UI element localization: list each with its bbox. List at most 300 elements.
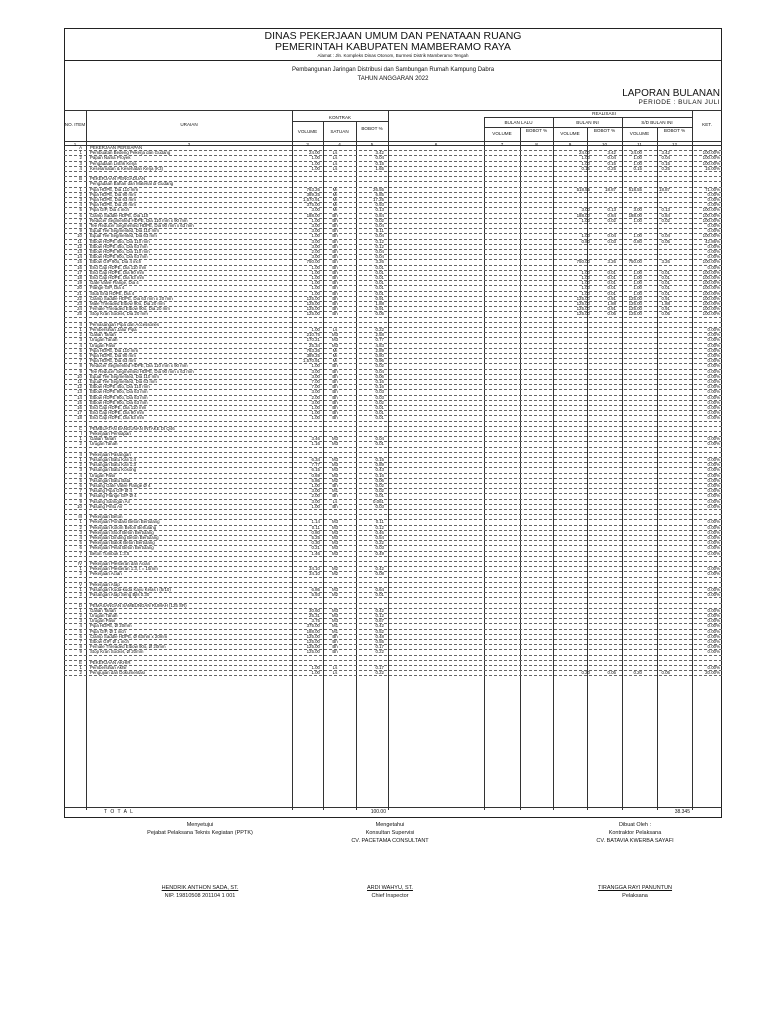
cell-k: 0.00%: [707, 197, 720, 202]
cell-k: 0.00%: [707, 587, 720, 592]
cell-v2: 125.00: [576, 295, 590, 301]
cell-b: 0.01: [375, 410, 384, 416]
header-ket: KET.: [702, 122, 712, 127]
sig-right-role2: Kontraktor Pelaksana: [608, 830, 662, 836]
cell-ur: Elbow HDPE 45o, Dia 110 mm: [90, 384, 150, 390]
cell-k: 0.00%: [707, 623, 720, 629]
cell-ur: Clamp Saddle HDPE, Dia 63 mm x 20 mm: [90, 295, 173, 301]
cell-b3: 0.02: [661, 217, 670, 223]
cell-b: 0.03: [375, 394, 384, 400]
cell-s: Ls: [332, 670, 338, 676]
cell-v: 375.00: [306, 623, 320, 629]
cell-no: III: [78, 514, 82, 520]
cell-s: Bh: [332, 280, 338, 286]
column-number: 9: [568, 142, 572, 147]
cell-v3: 0.15: [633, 165, 642, 171]
cell-s: Bh: [332, 368, 338, 374]
cell-v: 188.00: [306, 628, 320, 634]
cell-b3: 0.01: [661, 290, 670, 296]
cell-v2: 0.15: [581, 165, 590, 171]
cell-ur: Pipa GIP, Ø 1 inch: [90, 628, 126, 634]
cell-b3: 3.42: [661, 150, 670, 156]
cell-no: IV: [77, 561, 82, 566]
cell-ur: Urugan Pasir: [90, 618, 116, 624]
total-row: [64, 808, 722, 816]
cell-v: 6.15: [311, 467, 320, 473]
cell-k: 0.00%: [707, 353, 720, 358]
cell-no: A: [79, 145, 82, 150]
cell-no: 1: [79, 457, 82, 462]
cell-ur: Pipa HDPE, Dia 90 mm: [90, 353, 136, 358]
header-no: NO. ITEM: [64, 122, 86, 127]
cell-v3: 24.00: [631, 150, 642, 156]
cell-b: 0.12: [375, 524, 384, 530]
cell-ur: Reducer Segmented HDPE, Dia 110 mm x 90 mm: [90, 217, 188, 223]
cell-b: 0.01: [375, 415, 384, 421]
header-volume: VOLUME: [297, 129, 318, 134]
cell-no: 6: [79, 545, 82, 551]
cell-k: 20.00%: [705, 670, 720, 676]
cell-b3: 0.01: [661, 269, 670, 275]
cell-v: 389.25: [306, 353, 320, 358]
cell-ur: Pekerjaan Plesteran 1:3, t = 15mm: [90, 566, 158, 572]
cell-no: 2: [79, 592, 82, 598]
cell-k: 100.00%: [702, 150, 720, 156]
cell-s: M3: [331, 535, 339, 540]
cell-b: 0.01: [375, 493, 384, 499]
cell-b3: 0.91: [661, 306, 670, 312]
header-bulan-ini: BULAN INI: [576, 120, 599, 125]
cell-v3: 188.00: [628, 212, 642, 218]
cell-b: 0.15: [375, 457, 384, 462]
cell-v2: 1.00: [581, 160, 590, 166]
cell-b: 0.84: [375, 212, 384, 218]
cell-v3: 125.00: [628, 301, 642, 306]
cell-ur: Elbow HDPE 90o, Dia 110 mm: [90, 249, 150, 254]
cell-b2: 0.01: [607, 269, 616, 275]
cell-k: 0.00%: [707, 665, 720, 670]
cell-no: II: [79, 451, 82, 457]
cell-no: II: [79, 321, 82, 327]
cell-b: 1.88: [375, 301, 384, 306]
cell-k: 0.00%: [707, 618, 720, 624]
cell-ur: Pekerjaan Balok Beton Bertulang: [90, 540, 155, 546]
cell-b: 0.91: [375, 306, 384, 312]
cell-s: M3: [331, 519, 339, 525]
cell-ur: Pekerjaan Kolom Beton Bertulang: [90, 524, 157, 530]
cell-no: 6: [79, 212, 82, 218]
cell-k: 0.00%: [707, 529, 720, 535]
cell-no: 18: [77, 275, 82, 280]
cell-k: 0.00%: [707, 264, 720, 270]
cell-s: Bh: [332, 259, 338, 265]
cell-s: Bh: [332, 389, 338, 395]
cell-v2: 1.00: [581, 275, 590, 280]
cell-no: 17: [77, 269, 82, 275]
cell-v: 1.00: [311, 410, 320, 416]
cell-b2: 0.04: [607, 233, 616, 239]
cell-b2: 18.87: [605, 186, 616, 192]
cell-k: 0.00%: [707, 389, 720, 395]
cell-s: Bh: [332, 212, 338, 218]
cell-v2: 125.00: [576, 311, 590, 317]
cell-s: M3: [331, 467, 339, 473]
cell-b: 0.02: [375, 488, 384, 494]
cell-no: 2: [79, 613, 82, 618]
header-divider: [64, 60, 722, 61]
cell-v: 34.10: [309, 571, 320, 577]
cell-v3: 0.20: [633, 670, 642, 676]
cell-ur: Pipa HDPE, Dia 90 mm: [90, 191, 136, 197]
cell-b: 0.01: [375, 592, 384, 598]
cell-v3: 125.00: [628, 311, 642, 317]
cell-ur: Pasangan Atap Seng Bjls 0.30: [90, 592, 150, 598]
cell-b: 0.64: [375, 587, 384, 592]
cell-s: Mi: [332, 202, 338, 208]
cell-k: 0.00%: [707, 483, 720, 488]
cell-v: 7.00: [311, 384, 320, 390]
org-govt: PEMERINTAH KABUPATEN MAMBERAMO RAYA: [275, 41, 511, 53]
cell-s: Bh: [332, 384, 338, 390]
cell-s: Bh: [332, 639, 338, 644]
cell-k: 0.00%: [707, 524, 720, 530]
sig-mid-company: CV. PACETAMA CONSULTANT: [351, 838, 429, 844]
cell-b3: 0.01: [661, 285, 670, 291]
cell-v: 125.00: [306, 649, 320, 655]
cell-ur: PEMASANGAN SAMBUNGAN RUMAH (125 SR): [90, 602, 187, 608]
cell-no: 1: [79, 327, 82, 332]
cell-no: 8: [79, 644, 82, 650]
sig-mid-title: Chief Inspector: [371, 893, 409, 899]
cell-v: 3.00: [311, 228, 320, 234]
cell-no: 4: [79, 165, 82, 171]
cell-k: 0.00%: [707, 535, 720, 540]
cell-k: 100.00%: [702, 275, 720, 280]
cell-ur: Pekerjaan Beton: [90, 514, 123, 520]
sig-mid-name: ARDI WAHYU, ST.: [367, 885, 413, 891]
cell-v2: 1.00: [581, 280, 590, 286]
cell-b: 1.65: [375, 165, 384, 171]
cell-b3: 0.13: [661, 207, 670, 213]
cell-b: 0.04: [375, 249, 384, 254]
org-address: Alamat : Jln. Kompleks Dinas Otonom, Burmesi Distrik Mamberamo Tengah: [317, 53, 469, 58]
cell-s: Bh: [332, 633, 338, 639]
report-period: PERIODE : BULAN JULI: [638, 99, 720, 106]
cell-ur: Pasang Pipa GIP Ø 4: [90, 488, 132, 494]
total-bobot: 100.00: [370, 809, 386, 815]
cell-no: 8: [79, 363, 82, 369]
cell-s: Mi: [332, 197, 338, 202]
cell-k: 0.00%: [707, 488, 720, 494]
cell-no: 15: [77, 399, 82, 405]
row-divider: [64, 675, 722, 676]
cell-k: 0.00%: [707, 243, 720, 249]
cell-b: 0.52: [375, 628, 384, 634]
cell-v: 5.93: [311, 592, 320, 598]
cell-b3: 0.04: [661, 233, 670, 239]
cell-v: 375.00: [306, 202, 320, 208]
cell-b: 0.13: [375, 207, 384, 213]
cell-ur: PEKERJAAN PENGADUAN: [90, 176, 146, 182]
cell-ur: Pembersihan Akhir: [90, 665, 127, 670]
cell-v: 125.00: [306, 639, 320, 644]
cell-v: 1.00: [311, 405, 320, 410]
cell-no: 2: [79, 155, 82, 161]
cell-ur: Elbow HDPE 90o, Dia 63 mm: [90, 394, 148, 400]
cell-v: 1.00: [311, 269, 320, 275]
cell-b: 0.96: [375, 358, 384, 364]
cell-s: Mi: [332, 191, 338, 197]
cell-s: Bh: [332, 649, 338, 655]
cell-ur: Equal Tee Segmented, Dia 110 mm: [90, 373, 159, 379]
cell-b3: 0.01: [661, 275, 670, 280]
cell-k: 100.00%: [702, 269, 720, 275]
cell-v: 3.00: [311, 488, 320, 494]
cell-ur: PEKERJAAN PERSIAPAN: [90, 145, 143, 150]
cell-ur: Elbow HDPE 45o, Dia 63 mm: [90, 243, 148, 249]
cell-b: 26.55: [373, 186, 384, 192]
cell-b: 0.22: [375, 327, 384, 332]
cell-v: 3.00: [311, 238, 320, 244]
org-header: [64, 31, 722, 53]
cell-v: 7.77: [311, 462, 320, 468]
sig-right-title: Pelaksana: [622, 893, 648, 899]
cell-no: 16: [77, 405, 82, 410]
cell-k: 0.00%: [707, 436, 720, 442]
project-info: [64, 66, 722, 84]
cell-v2: 1.00: [581, 285, 590, 291]
cell-ur: Pekerjaan Pondasi Beton Bertulang: [90, 519, 160, 525]
column-number: 1: [73, 142, 77, 147]
cell-k: 0.00%: [707, 363, 720, 369]
cell-b3: 0.84: [661, 212, 670, 218]
cell-ur: Stub End HDPE, Dia 4: [90, 290, 135, 296]
cell-no: 13: [77, 389, 82, 395]
cell-ur: Urugan Pasir: [90, 342, 116, 348]
sig-right-name: TIRANGGA RAYI PANUNTUN: [597, 885, 673, 891]
cell-v: 0.21: [311, 545, 320, 551]
cell-s: Bh: [332, 483, 338, 488]
cell-s: M3: [331, 550, 339, 556]
cell-ur: Pengadaan Listrik Kerja: [90, 160, 137, 166]
cell-s: Bh: [332, 405, 338, 410]
cell-k: 0.00%: [707, 373, 720, 379]
cell-b: 0.02: [375, 483, 384, 488]
cell-b: 0.22: [375, 649, 384, 655]
cell-s: M3: [331, 587, 339, 592]
cell-b: 0.17: [375, 665, 384, 670]
cell-no: 5: [79, 347, 82, 353]
cell-v: 1.46: [311, 550, 320, 556]
cell-b: 0.05: [375, 311, 384, 317]
cell-b: 0.12: [375, 243, 384, 249]
cell-v: 1.00: [311, 280, 320, 286]
cell-v3: 518.55: [628, 186, 642, 192]
cell-s: M1: [331, 623, 339, 629]
cell-s: Bh: [332, 410, 338, 416]
cell-ur: Gate Valve Flange, Dia 4: [90, 280, 139, 286]
signature-left-name: [130, 884, 270, 900]
cell-k: 71.00%: [705, 186, 720, 192]
cell-no: I: [80, 431, 82, 436]
cell-v: 125.00: [306, 301, 320, 306]
cell-b: 0.80: [375, 353, 384, 358]
cell-no: 10: [77, 373, 82, 379]
cell-v: 3.00: [311, 368, 320, 374]
cell-no: 9: [79, 649, 82, 655]
cell-v: 1.16: [311, 441, 320, 447]
cell-b: 0.49: [375, 550, 384, 556]
cell-ur: Pasang Saringan Air: [90, 498, 131, 504]
cell-ur: Elbow GIP, Ø 1 inch: [90, 639, 129, 644]
cell-no: 7: [79, 639, 82, 644]
cell-v: 3.00: [311, 399, 320, 405]
cell-no: 4: [79, 202, 82, 208]
total-top-line: [64, 807, 722, 808]
cell-no: 6: [79, 483, 82, 488]
cell-ur: Galian Tanah: [90, 607, 116, 613]
cell-k: 0.00%: [707, 405, 720, 410]
cell-b: 0.04: [375, 436, 384, 442]
cell-b: 0.22: [375, 670, 384, 676]
cell-ur: Pasangan Batu Kali 1:3: [90, 462, 136, 468]
cell-no: 3: [79, 160, 82, 166]
cell-s: M2: [331, 566, 339, 572]
cell-ur: Pekerjaan Acian: [90, 571, 122, 577]
cell-s: Ls: [332, 498, 338, 504]
cell-v: 3.00: [311, 498, 320, 504]
cell-k: 0.00%: [707, 441, 720, 447]
cell-v2: 125.00: [576, 306, 590, 312]
cell-s: Ls: [332, 150, 338, 156]
sig-mid-role2: Konsultan Supervisi: [365, 830, 415, 836]
cell-s: Bh: [332, 264, 338, 270]
cell-ur: Pekerjaan Pelat Beton Bertulang: [90, 545, 154, 551]
cell-no: 7: [79, 488, 82, 494]
cell-v: 1.14: [311, 519, 320, 525]
cell-b3: 0.05: [661, 238, 670, 244]
cell-s: M3: [331, 472, 339, 478]
cell-ur: Female Threaded Elbow 90o, Ø 20mm: [90, 644, 166, 650]
cell-s: M3: [331, 613, 339, 618]
cell-b: 0.12: [375, 238, 384, 244]
cell-v: 5.25: [311, 535, 320, 540]
cell-b3: 1.88: [661, 301, 670, 306]
cell-v3: 750.00: [628, 259, 642, 265]
cell-s: Bh: [332, 363, 338, 369]
cell-s: Bh: [332, 644, 338, 650]
cell-s: M3: [331, 607, 339, 613]
cell-b: 0.01: [375, 275, 384, 280]
column-number: 6: [434, 142, 438, 147]
cell-v: 3.00: [311, 254, 320, 260]
cell-ur: Pipa HDPE, Dia 110 mm: [90, 347, 138, 353]
cell-ur: Urugan Tanah: [90, 613, 118, 618]
cell-b3: 18.87: [659, 186, 670, 192]
cell-no: 5: [79, 628, 82, 634]
cell-v: 1.00: [311, 275, 320, 280]
cell-s: M3: [331, 524, 339, 530]
cell-no: 2: [79, 524, 82, 530]
header-realisasi: REALISASI: [592, 111, 616, 116]
cell-s: Ls: [332, 665, 338, 670]
cell-k: 0.00%: [707, 607, 720, 613]
header-sd-bulan-ini: S/D BULAN INI: [641, 120, 673, 125]
cell-b: 0.06: [375, 477, 384, 483]
cell-no: 4: [79, 472, 82, 478]
cell-b: 0.02: [375, 217, 384, 223]
cell-k: 0.00%: [707, 467, 720, 473]
cell-no: 5: [79, 207, 82, 213]
cell-k: 0.00%: [707, 493, 720, 499]
cell-ur: End Cap HDPE, Dia 110 mm: [90, 405, 147, 410]
column-number: 8: [535, 142, 538, 147]
cell-v: 125.00: [306, 311, 320, 317]
cell-s: M3: [331, 342, 339, 348]
cell-v3: 125.00: [628, 295, 642, 301]
cell-v2: 125.00: [576, 301, 590, 306]
cell-v: 1.00: [311, 327, 320, 332]
cell-b2: 0.25: [607, 165, 616, 171]
cell-ur: Pasangan Batu Kali 1:4: [90, 457, 136, 462]
cell-s: M2: [331, 592, 339, 598]
cell-b: 0.55: [375, 639, 384, 644]
cell-k: 0.00%: [707, 228, 720, 234]
cell-no: 25: [77, 311, 82, 317]
cell-k: 0.00%: [707, 545, 720, 551]
header-volume: VOLUME: [492, 131, 512, 136]
cell-no: 8: [79, 493, 82, 499]
cell-v: 2.00: [311, 394, 320, 400]
cell-v: 1.00: [311, 155, 320, 161]
cell-no: 3: [79, 337, 82, 343]
cell-k: 0.00%: [707, 571, 720, 577]
cell-s: Bh: [332, 217, 338, 223]
cell-s: M3: [331, 332, 339, 338]
cell-b: 2.58: [375, 332, 384, 338]
cell-v3: 3.00: [633, 207, 642, 213]
cell-b3: 0.91: [661, 295, 670, 301]
column-number: 3: [306, 142, 309, 147]
cell-ur: Pasang Pintu Air: [90, 503, 123, 509]
header-bulan-lalu: BULAN LALU: [504, 120, 533, 125]
cell-k: 0.00%: [707, 254, 720, 260]
cell-k: 0.00%: [707, 613, 720, 618]
cell-no: 12: [77, 384, 82, 390]
signature-right-name: [560, 884, 710, 900]
cell-ur: Pasangan Batu Bata: [90, 477, 131, 483]
sig-left-name: HENDRIK ANTHON SADA, ST.: [161, 885, 239, 891]
column-number: 5: [370, 142, 374, 147]
cell-k: 0.00%: [707, 223, 720, 228]
cell-no: 1: [79, 665, 82, 670]
cell-no: 3: [79, 529, 82, 535]
signature-right: [560, 821, 710, 845]
cell-b: 17.25: [373, 197, 384, 202]
cell-b: 0.04: [375, 155, 384, 161]
column-number: 2: [187, 142, 191, 147]
cell-no: 9: [79, 368, 82, 374]
cell-v2: 1.00: [581, 155, 590, 161]
cell-no: 5: [79, 477, 82, 483]
realisasi-split: [484, 117, 692, 118]
cell-k: 0.00%: [707, 327, 720, 332]
cell-s: M3: [331, 545, 339, 551]
cell-b: 0.42: [375, 623, 384, 629]
cell-v2: 1.00: [581, 233, 590, 239]
cell-b: 0.04: [375, 368, 384, 374]
cell-b2: 0.01: [607, 275, 616, 280]
